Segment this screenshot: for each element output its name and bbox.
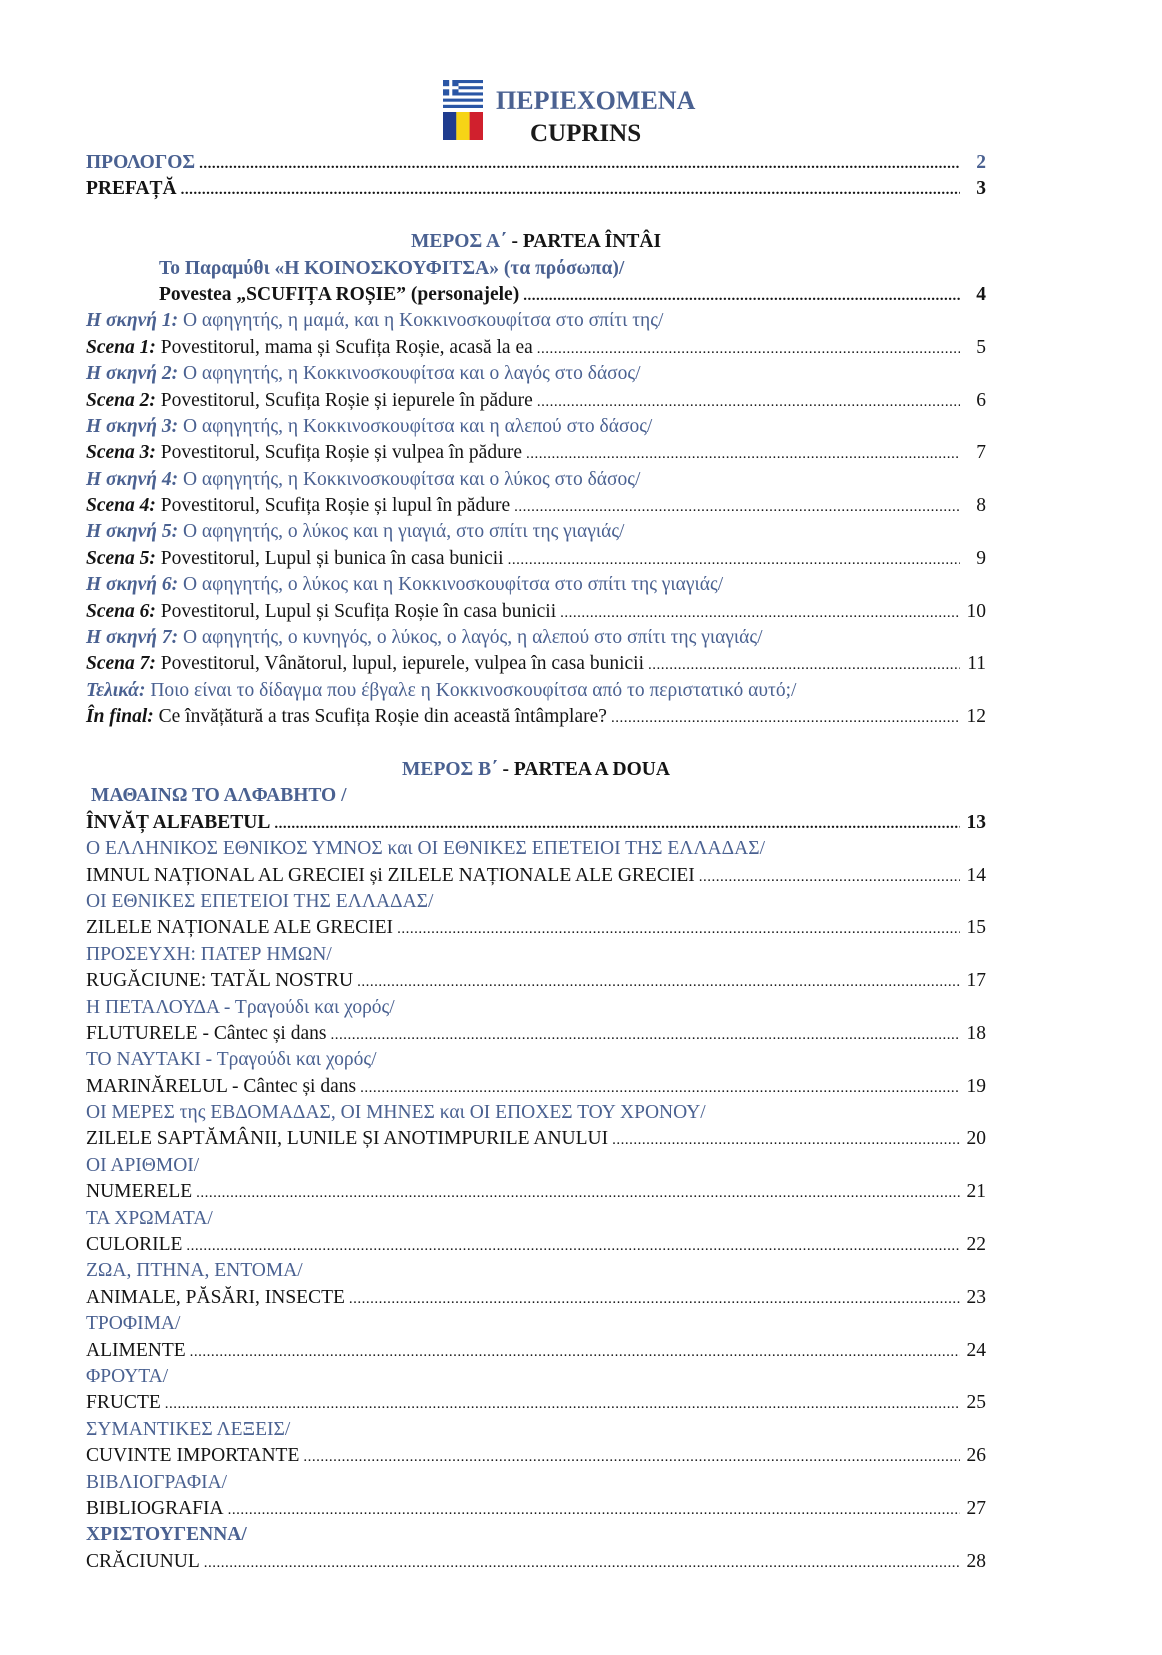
entry-title-greek: ΒΙΒΛΙΟΓΡΑΦΙΑ/	[86, 1471, 228, 1493]
toc-entry[interactable]	[86, 1338, 986, 1364]
entry-title-romanian: ANIMALE, PĂSĂRI, INSECTE	[86, 1286, 345, 1308]
entry-title-romanian: CRĂCIUNUL	[86, 1550, 200, 1572]
page-number: 7	[976, 442, 986, 464]
scene-title-greek	[86, 467, 986, 493]
page-number: 17	[966, 970, 986, 992]
page-number: 8	[976, 495, 986, 517]
page-number: 19	[966, 1075, 986, 1097]
part2-entries	[86, 836, 986, 1575]
entry-title-greek: ΦΡΟΥΤΑ/	[86, 1365, 169, 1387]
entry-title-romanian: ZILELE SAPTĂMÂNII, LUNILE ȘI ANOTIMPURILE ANULUI	[86, 1128, 609, 1150]
scene-title-greek	[86, 519, 986, 545]
toc-entry-scene[interactable]	[86, 599, 986, 625]
scene-label-greek: Η σκηνή 5:	[86, 521, 179, 543]
page-number: 22	[966, 1234, 986, 1256]
entry-title-romanian: ZILELE NAȚIONALE ALE GRECIEI	[86, 917, 394, 939]
page-number: 18	[966, 1022, 986, 1044]
entry-title-romanian: CUVINTE IMPORTANTE	[86, 1445, 300, 1467]
part1-scenes	[86, 308, 986, 730]
scene-label-romanian: Scena 3:	[86, 442, 156, 464]
entry-title-greek: Η ΠΕΤΑΛΟΥΔΑ - Τραγούδι και χορός/	[86, 996, 395, 1018]
scene-label-greek: Η σκηνή 3:	[86, 415, 179, 437]
part2-heading: ΜΕΡΟΣ Β΄ - PARTEA A DOUA	[402, 758, 670, 780]
entry-title-greek: ΟΙ ΑΡΙΘΜΟΙ/	[86, 1154, 200, 1176]
scene-text-romanian: Povestitorul, Scufița Roșie și vulpea în pădure	[155, 442, 522, 464]
page-number: 27	[966, 1497, 986, 1519]
toc-entry[interactable]	[86, 915, 986, 941]
toc-entry-alphabet[interactable]: ÎNVĂȚ ALFABETUL ..... 13	[86, 810, 986, 836]
scene-label-romanian: Scena 1:	[86, 336, 156, 358]
toc-entry-scene[interactable]	[86, 546, 986, 572]
toc-entry-scene[interactable]	[86, 704, 986, 730]
part1-heading: ΜΕΡΟΣ Α΄ - PARTEA ÎNTÂI	[410, 231, 662, 253]
toc-entry-prologue[interactable]: ΠΡΟΛΟΓΟΣ ..... 2	[86, 150, 986, 176]
scene-text-greek: Ο αφηγητής, η Κοκκινοσκουφίτσα και ο λαγός στο δάσος/	[178, 363, 641, 385]
page-number: 26	[966, 1445, 986, 1467]
entry-title-greek: ΟΙ ΜΕΡΕΣ της ΕΒΔΟΜΑΔΑΣ, ΟΙ ΜΗΝΕΣ και ΟΙ ΕΠΟΧΕΣ ΤΟΥ ΧΡΟΝΟΥ/	[86, 1102, 706, 1124]
page-title-greek: ΠΕΡΙΕΧΟΜΕΝΑ	[496, 86, 696, 115]
scene-text-greek: Ο αφηγητής, ο κυνηγός, ο λύκος, ο λαγός, η αλεπού στο σπίτι της γιαγιάς/	[178, 627, 763, 649]
scene-label-romanian: Scena 6:	[86, 600, 156, 622]
scene-text-romanian: Povestitorul, Scufița Roșie și lupul în pădure	[155, 495, 511, 517]
entry-title-greek: ΤΡΟΦΙΜΑ/	[86, 1313, 181, 1335]
entry-title-greek: ΤΟ ΝΑΥΤΑΚΙ - Τραγούδι και χορός/	[86, 1049, 377, 1071]
toc-entry-preface[interactable]: PREFAȚĂ ..... 3	[86, 176, 986, 202]
scene-label-greek: Η σκηνή 1:	[86, 310, 179, 332]
toc-entry-scene[interactable]	[86, 440, 986, 466]
toc-entry-intro[interactable]: Povestea „SCUFIȚA ROȘIE” (personajele) ..... 4	[86, 282, 986, 308]
scene-label-greek: Η σκηνή 7:	[86, 627, 179, 649]
entry-title-romanian: CULORILE	[86, 1234, 183, 1256]
scene-label-romanian: Scena 4:	[86, 495, 156, 517]
scene-text-greek: Ο αφηγητής, ο λύκος και η γιαγιά, στο σπίτι της γιαγιάς/	[178, 521, 625, 543]
page-number: 11	[967, 653, 986, 675]
part2-first-greek: ΜΑΘΑΙΝΩ ΤΟ ΑΛΦΑΒΗΤΟ /	[91, 785, 347, 807]
page-number: 6	[976, 389, 986, 411]
scene-text-greek: Ποιο είναι το δίδαγμα που έβγαλε η Κοκκινοσκουφίτσα από το περιστατικό αυτό;/	[145, 679, 797, 701]
page-number: 15	[966, 917, 986, 939]
entry-title-romanian: ALIMENTE	[86, 1339, 186, 1361]
entry-title-romanian: NUMERELE	[86, 1181, 193, 1203]
scene-title-greek	[86, 361, 986, 387]
entry-title-romanian: FRUCTE	[86, 1392, 161, 1414]
entry-title-romanian: MARINĂRELUL - Cântec și dans	[86, 1075, 357, 1097]
page-number: 23	[966, 1286, 986, 1308]
toc-entry[interactable]	[86, 1126, 986, 1152]
page-number: 9	[976, 547, 986, 569]
table-of-contents	[86, 150, 986, 1575]
toc-entry[interactable]	[86, 1443, 986, 1469]
toc-entry-scene[interactable]	[86, 388, 986, 414]
entry-title-greek: ΣΥΜΑΝΤΙΚΕΣ ΛΕΞΕΙΣ/	[86, 1418, 291, 1440]
scene-text-romanian: Povestitorul, Lupul și bunica în casa bunicii	[155, 547, 504, 569]
entry-title-romanian: IMNUL NAȚIONAL AL GRECIEI și ZILELE NAȚIONALE ALE GRECIEI	[86, 864, 695, 886]
scene-title-greek	[86, 678, 986, 704]
toc-entry[interactable]	[86, 1549, 986, 1575]
toc-entry[interactable]	[86, 1074, 986, 1100]
page-title-romanian: CUPRINS	[530, 120, 642, 147]
page-number: 12	[966, 706, 986, 728]
entry-title-greek: Ο ΕΛΛΗΝΙΚΟΣ ΕΘΝΙΚΟΣ ΥΜΝΟΣ και ΟΙ ΕΘΝΙΚΕΣ ΕΠΕΤΕΙΟΙ ΤΗΣ ΕΛΛΑΔΑΣ/	[86, 838, 765, 860]
scene-text-romanian: Povestitorul, Lupul și Scufița Roșie în casa bunicii	[155, 600, 557, 622]
scene-label-greek: Η σκηνή 6:	[86, 574, 179, 596]
entry-title-romanian: FLUTURELE - Cântec și dans	[86, 1022, 327, 1044]
entry-title-greek: ΟΙ ΕΘΝΙΚΕΣ ΕΠΕΤΕΙΟΙ ΤΗΣ ΕΛΛΑΔΑΣ/	[86, 890, 434, 912]
toc-entry-scene[interactable]	[86, 335, 986, 361]
scene-text-romanian: Povestitorul, Vânătorul, lupul, iepurele, vulpea în casa bunicii	[155, 653, 644, 675]
entry-title-greek: ΖΩΑ, ΠΤΗΝΑ, ΕΝΤΟΜΑ/	[86, 1260, 303, 1282]
scene-text-romanian: Povestitorul, Scufița Roșie și iepurele în pădure	[155, 389, 533, 411]
scene-text-greek: Ο αφηγητής, ο λύκος και η Κοκκινοσκουφίτσα στο σπίτι της γιαγιάς/	[178, 574, 724, 596]
scene-label-romanian: În final:	[86, 706, 154, 728]
scene-title-greek	[86, 308, 986, 334]
page-number: 10	[966, 600, 986, 622]
page-number: 24	[966, 1339, 986, 1361]
toc-entry[interactable]	[86, 968, 986, 994]
page-number: 21	[966, 1181, 986, 1203]
scene-text-greek: Ο αφηγητής, η Κοκκινοσκουφίτσα και η αλεπού στο δάσος/	[178, 415, 653, 437]
scene-title-greek	[86, 625, 986, 651]
scene-text-romanian: Ce învățătură a tras Scufița Roșie din această întâmplare?	[153, 706, 607, 728]
scene-label-romanian: Scena 5:	[86, 547, 156, 569]
toc-entry[interactable]	[86, 1285, 986, 1311]
scene-label-romanian: Scena 7:	[86, 653, 156, 675]
toc-entry[interactable]	[86, 1232, 986, 1258]
toc-entry-scene[interactable]	[86, 493, 986, 519]
toc-entry[interactable]	[86, 1179, 986, 1205]
page-number: 5	[976, 336, 986, 358]
toc-entry-scene[interactable]	[86, 651, 986, 677]
toc-entry[interactable]	[86, 863, 986, 889]
page-number: 25	[966, 1392, 986, 1414]
greece-flag-icon	[443, 80, 483, 108]
scene-label-romanian: Scena 2:	[86, 389, 156, 411]
scene-label-greek: Η σκηνή 4:	[86, 468, 179, 490]
scene-label-greek: Τελικά:	[86, 679, 146, 701]
entry-title-greek: ΧΡΙΣΤΟΥΓΕΝΝΑ/	[86, 1524, 247, 1546]
entry-title-romanian: RUGĂCIUNE: TATĂL NOSTRU	[86, 970, 354, 992]
romania-flag-icon	[443, 112, 483, 140]
entry-title-romanian: BIBLIOGRAFIA	[86, 1497, 224, 1519]
entry-title-greek: ΤΑ ΧΡΩΜΑΤΑ/	[86, 1207, 213, 1229]
toc-entry[interactable]	[86, 1496, 986, 1522]
page-number: 14	[966, 864, 986, 886]
page-number: 28	[966, 1550, 986, 1572]
scene-label-greek: Η σκηνή 2:	[86, 363, 179, 385]
entry-title-greek: ΠΡΟΣΕΥΧΗ: ΠΑΤΕΡ ΗΜΩΝ/	[86, 943, 332, 965]
scene-title-greek	[86, 572, 986, 598]
toc-entry[interactable]	[86, 1021, 986, 1047]
scene-text-romanian: Povestitorul, mama și Scufița Roșie, acasă la ea	[155, 336, 533, 358]
page-number: 20	[966, 1128, 986, 1150]
scene-text-greek: Ο αφηγητής, η μαμά, και η Κοκκινοσκουφίτσα στο σπίτι της/	[178, 310, 664, 332]
scene-title-greek	[86, 414, 986, 440]
scene-text-greek: Ο αφηγητής, η Κοκκινοσκουφίτσα και ο λύκος στο δάσος/	[178, 468, 641, 490]
toc-entry[interactable]	[86, 1390, 986, 1416]
part1-intro-greek: Το Παραμύθι «Η ΚΟΙΝΟΣΚΟΥΦΙΤΣΑ» (τα πρόσωπα)/	[159, 257, 625, 279]
